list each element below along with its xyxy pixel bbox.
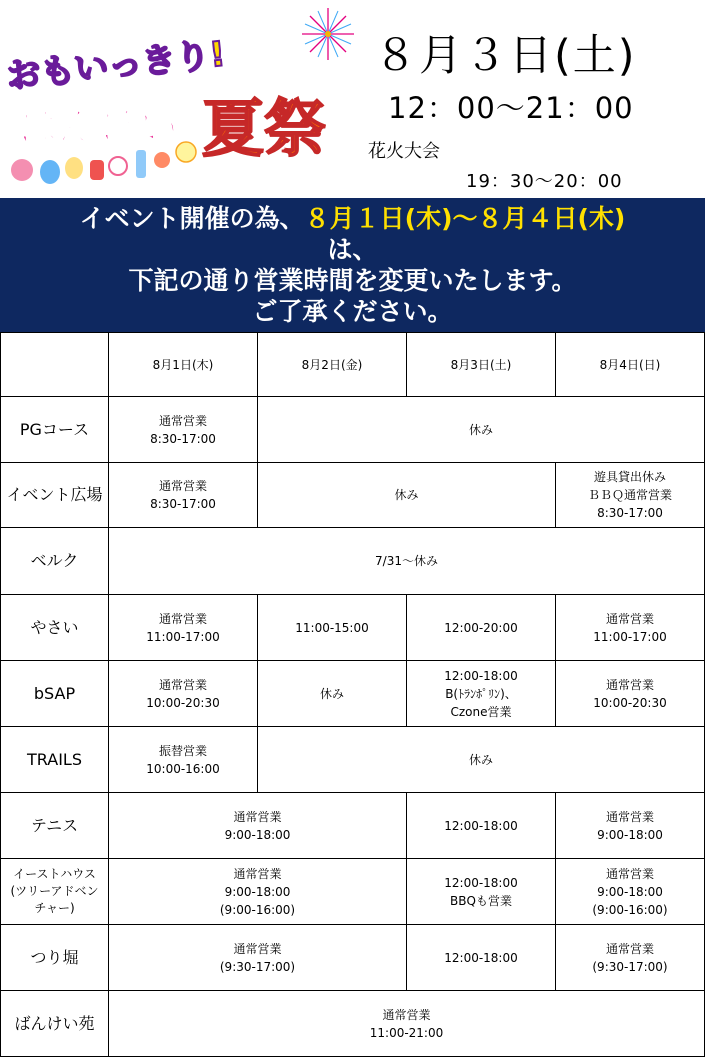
hours-cell: 通常営業 9:00-18:00 (9:00-16:00) bbox=[109, 859, 407, 925]
hours-cell: 通常営業 9:00-18:00 bbox=[109, 793, 407, 859]
business-hours-table bbox=[0, 332, 705, 1057]
hours-cell: 12:00-18:00 bbox=[407, 793, 556, 859]
table-row bbox=[1, 727, 705, 793]
facility-name: PGコース bbox=[1, 397, 109, 463]
hours-cell: 通常営業 11:00-17:00 bbox=[556, 595, 705, 661]
facility-name: テニス bbox=[1, 793, 109, 859]
fireworks-label: 花火大会 bbox=[368, 141, 440, 162]
hours-cell: 通常営業 11:00-17:00 bbox=[109, 595, 258, 661]
hours-cell: 休み bbox=[258, 727, 705, 793]
summer-festival-logo bbox=[0, 0, 360, 198]
facility-name: やさい bbox=[1, 595, 109, 661]
hours-cell: 11:00-15:00 bbox=[258, 595, 407, 661]
hours-cell: 12:00-18:00 bbox=[407, 925, 556, 991]
fireworks-time: 19：30～20：00 bbox=[466, 171, 623, 192]
table-row bbox=[1, 661, 705, 727]
table-row bbox=[1, 528, 705, 595]
hours-cell: 12:00-18:00 BBQも営業 bbox=[407, 859, 556, 925]
notice-banner bbox=[0, 198, 705, 332]
day-header: 8月2日(金) bbox=[258, 333, 407, 397]
facility-name: イーストハウス (ツリーアドベン チャー) bbox=[1, 859, 109, 925]
facility-name: ベルク bbox=[1, 528, 109, 595]
hours-cell: 休み bbox=[258, 661, 407, 727]
event-hours: 12：00～21：00 bbox=[388, 91, 634, 125]
table-row bbox=[1, 595, 705, 661]
notice-line-3: 下記の通り営業時間を変更いたします。 bbox=[128, 266, 577, 295]
facility-name: つり堀 bbox=[1, 925, 109, 991]
hours-cell: 通常営業 (9:30-17:00) bbox=[556, 925, 705, 991]
table-row bbox=[1, 859, 705, 925]
hours-cell: 振替営業 10:00-16:00 bbox=[109, 727, 258, 793]
hours-cell: 通常営業 (9:30-17:00) bbox=[109, 925, 407, 991]
notice-prefix: イベント開催の為、 bbox=[79, 204, 305, 233]
hours-cell: 12:00-18:00 B(ﾄﾗﾝﾎﾟﾘﾝ)、 Czone営業 bbox=[407, 661, 556, 727]
hours-cell: 休み bbox=[258, 397, 705, 463]
table-row bbox=[1, 991, 705, 1057]
notice-line-1 bbox=[0, 203, 705, 234]
logo-line2: ばんけい bbox=[18, 104, 178, 150]
table-header-row bbox=[1, 333, 705, 397]
facility-name: イベント広場 bbox=[1, 463, 109, 528]
notice-line-2: は、 bbox=[327, 235, 378, 264]
logo-line1: おもいっきり! bbox=[4, 34, 228, 97]
table-row bbox=[1, 925, 705, 991]
hours-cell: 通常営業 8:30-17:00 bbox=[109, 397, 258, 463]
table-body bbox=[1, 333, 705, 1057]
facility-name: ばんけい苑 bbox=[1, 991, 109, 1057]
hours-cell: 遊具貸出休み ＢＢＱ通常営業 8:30-17:00 bbox=[556, 463, 705, 528]
header bbox=[0, 0, 705, 198]
hours-cell: 通常営業 10:00-20:30 bbox=[109, 661, 258, 727]
table-row bbox=[1, 397, 705, 463]
hours-cell: 通常営業 10:00-20:30 bbox=[556, 661, 705, 727]
hours-cell: 通常営業 9:00-18:00 (9:00-16:00) bbox=[556, 859, 705, 925]
hours-cell: 通常営業 11:00-21:00 bbox=[109, 991, 705, 1057]
table-row bbox=[1, 463, 705, 528]
event-date: ８月３日(土) bbox=[374, 31, 637, 81]
facility-name: bSAP bbox=[1, 661, 109, 727]
day-header: 8月3日(土) bbox=[407, 333, 556, 397]
table-row bbox=[1, 793, 705, 859]
table-corner-cell bbox=[1, 333, 109, 397]
hours-cell: 12:00-20:00 bbox=[407, 595, 556, 661]
hours-cell: 通常営業 8:30-17:00 bbox=[109, 463, 258, 528]
hours-cell: 通常営業 9:00-18:00 bbox=[556, 793, 705, 859]
day-header: 8月1日(木) bbox=[109, 333, 258, 397]
notice-date-range: ８月１日(木)～８月４日(木) bbox=[304, 204, 626, 233]
hours-cell: 7/31～休み bbox=[109, 528, 705, 595]
notice-line-4: ご了承ください。 bbox=[252, 297, 453, 326]
day-header: 8月4日(日) bbox=[556, 333, 705, 397]
facility-name: TRAILS bbox=[1, 727, 109, 793]
logo-line3: 夏祭 bbox=[202, 92, 327, 165]
hours-cell: 休み bbox=[258, 463, 556, 528]
